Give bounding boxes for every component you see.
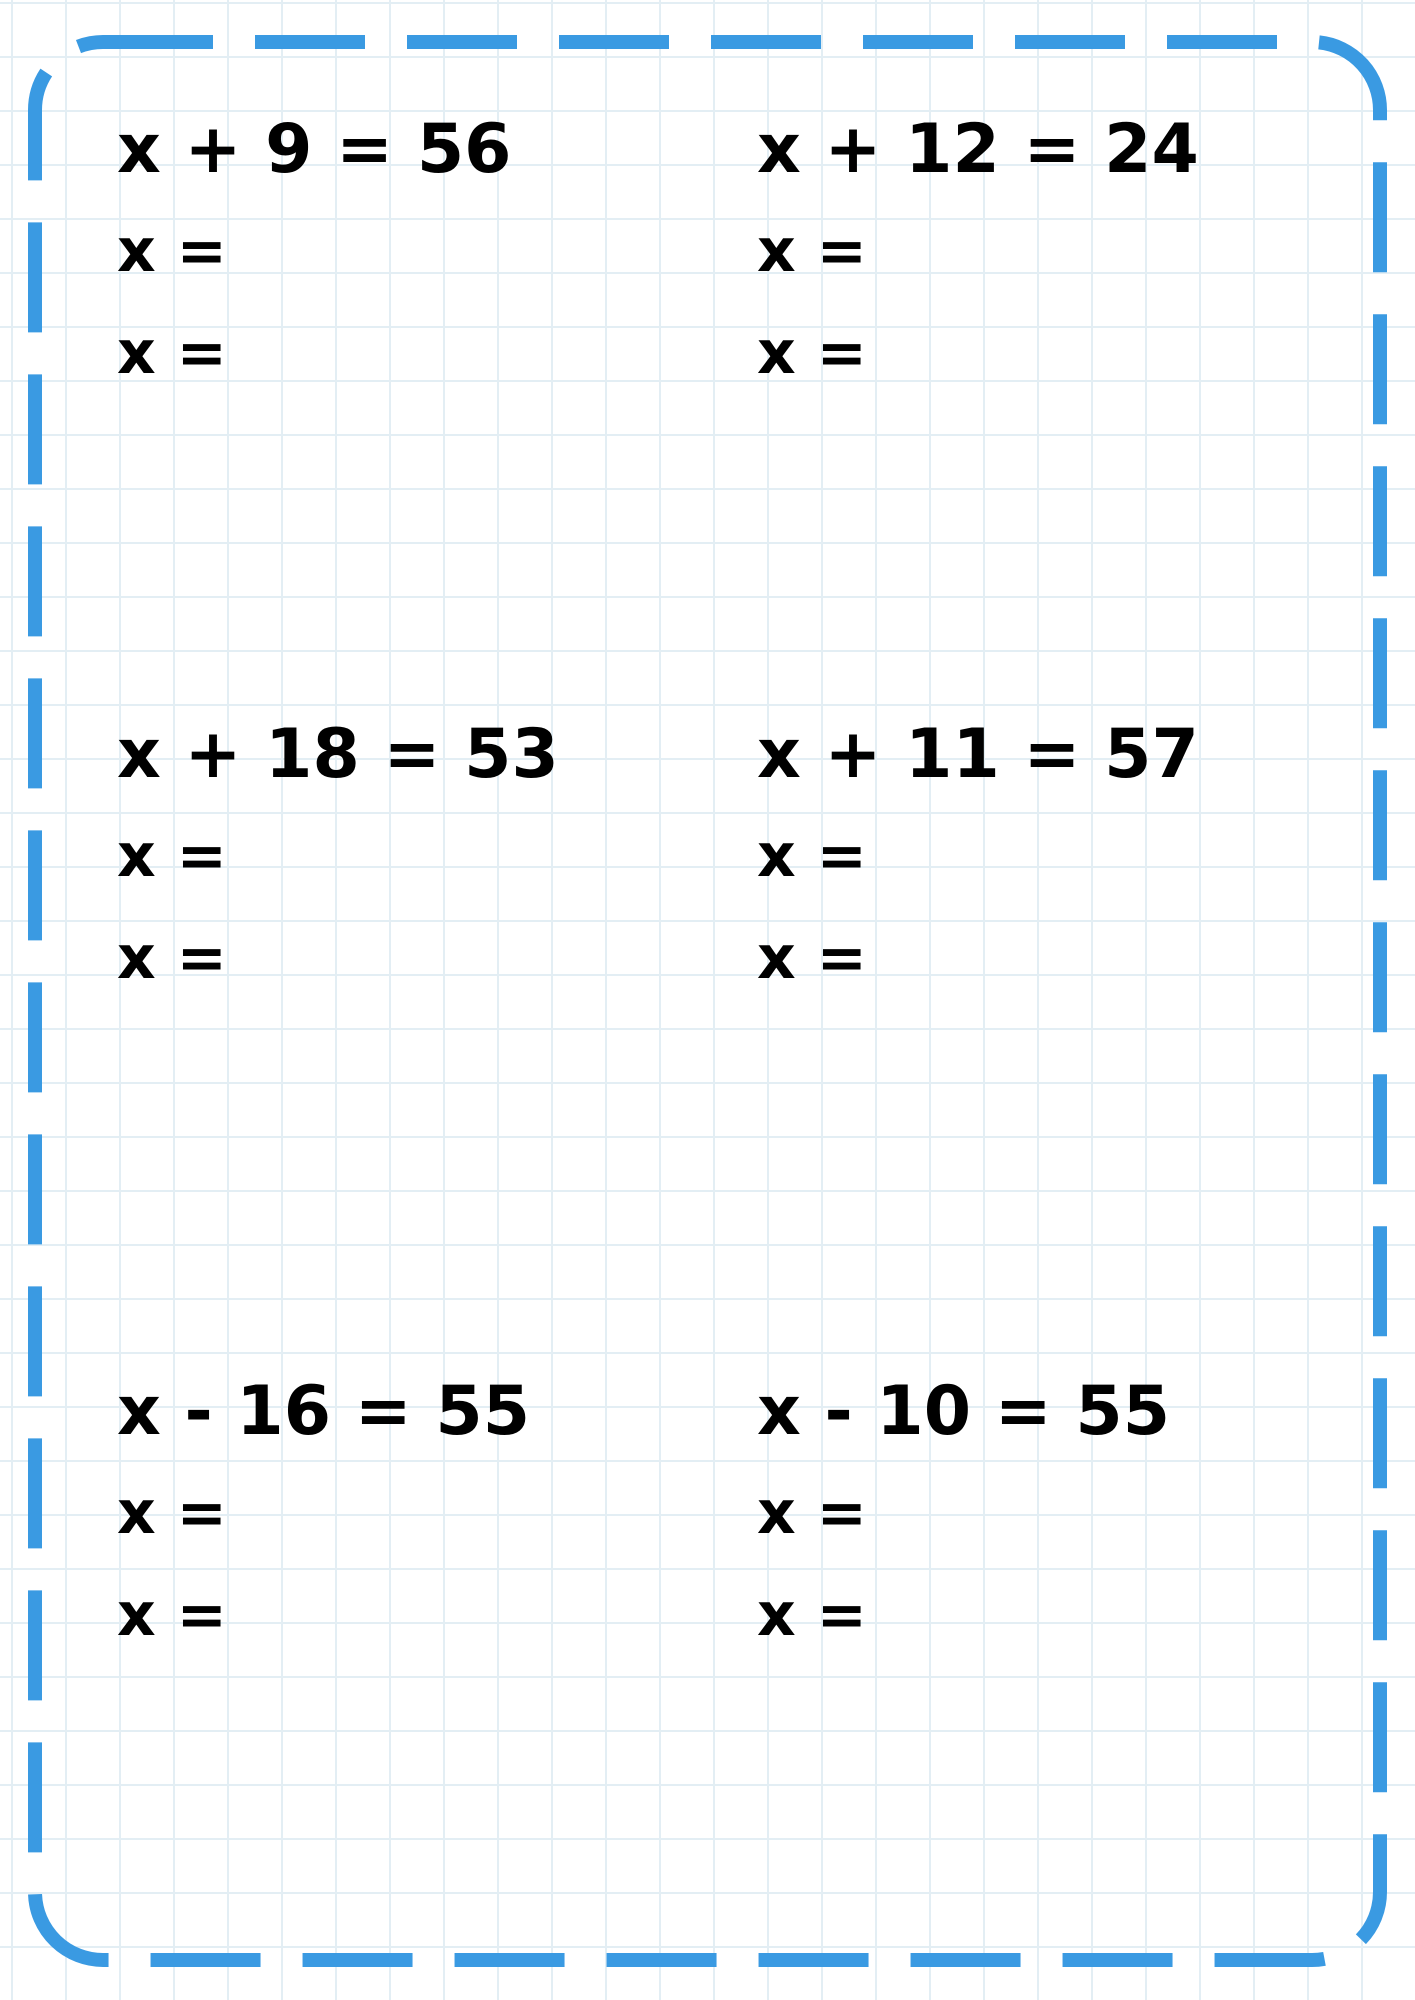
equation: x + 9 = 56: [117, 110, 512, 189]
problem-5: [117, 1362, 530, 1666]
problem-4: [757, 705, 1199, 1009]
answer-line: x =: [757, 216, 867, 286]
equation: x + 11 = 57: [757, 715, 1199, 794]
answer-line: x =: [757, 318, 867, 388]
equation: x - 16 = 55: [117, 1372, 531, 1451]
equation: x + 18 = 53: [117, 715, 559, 794]
answer-line: x =: [117, 1580, 227, 1650]
answer-line: x =: [117, 821, 227, 891]
equation: x + 12 = 24: [757, 110, 1199, 189]
answer-line: x =: [117, 1478, 227, 1548]
answer-line: x =: [757, 1580, 867, 1650]
equation: x - 10 = 55: [757, 1372, 1171, 1451]
problem-6: [757, 1362, 1170, 1666]
answer-line: x =: [757, 923, 867, 993]
answer-line: x =: [757, 821, 867, 891]
answer-line: x =: [757, 1478, 867, 1548]
problem-1: [117, 100, 511, 404]
problem-2: [757, 100, 1199, 404]
problem-3: [117, 705, 559, 1009]
answer-line: x =: [117, 923, 227, 993]
answer-line: x =: [117, 216, 227, 286]
answer-line: x =: [117, 318, 227, 388]
